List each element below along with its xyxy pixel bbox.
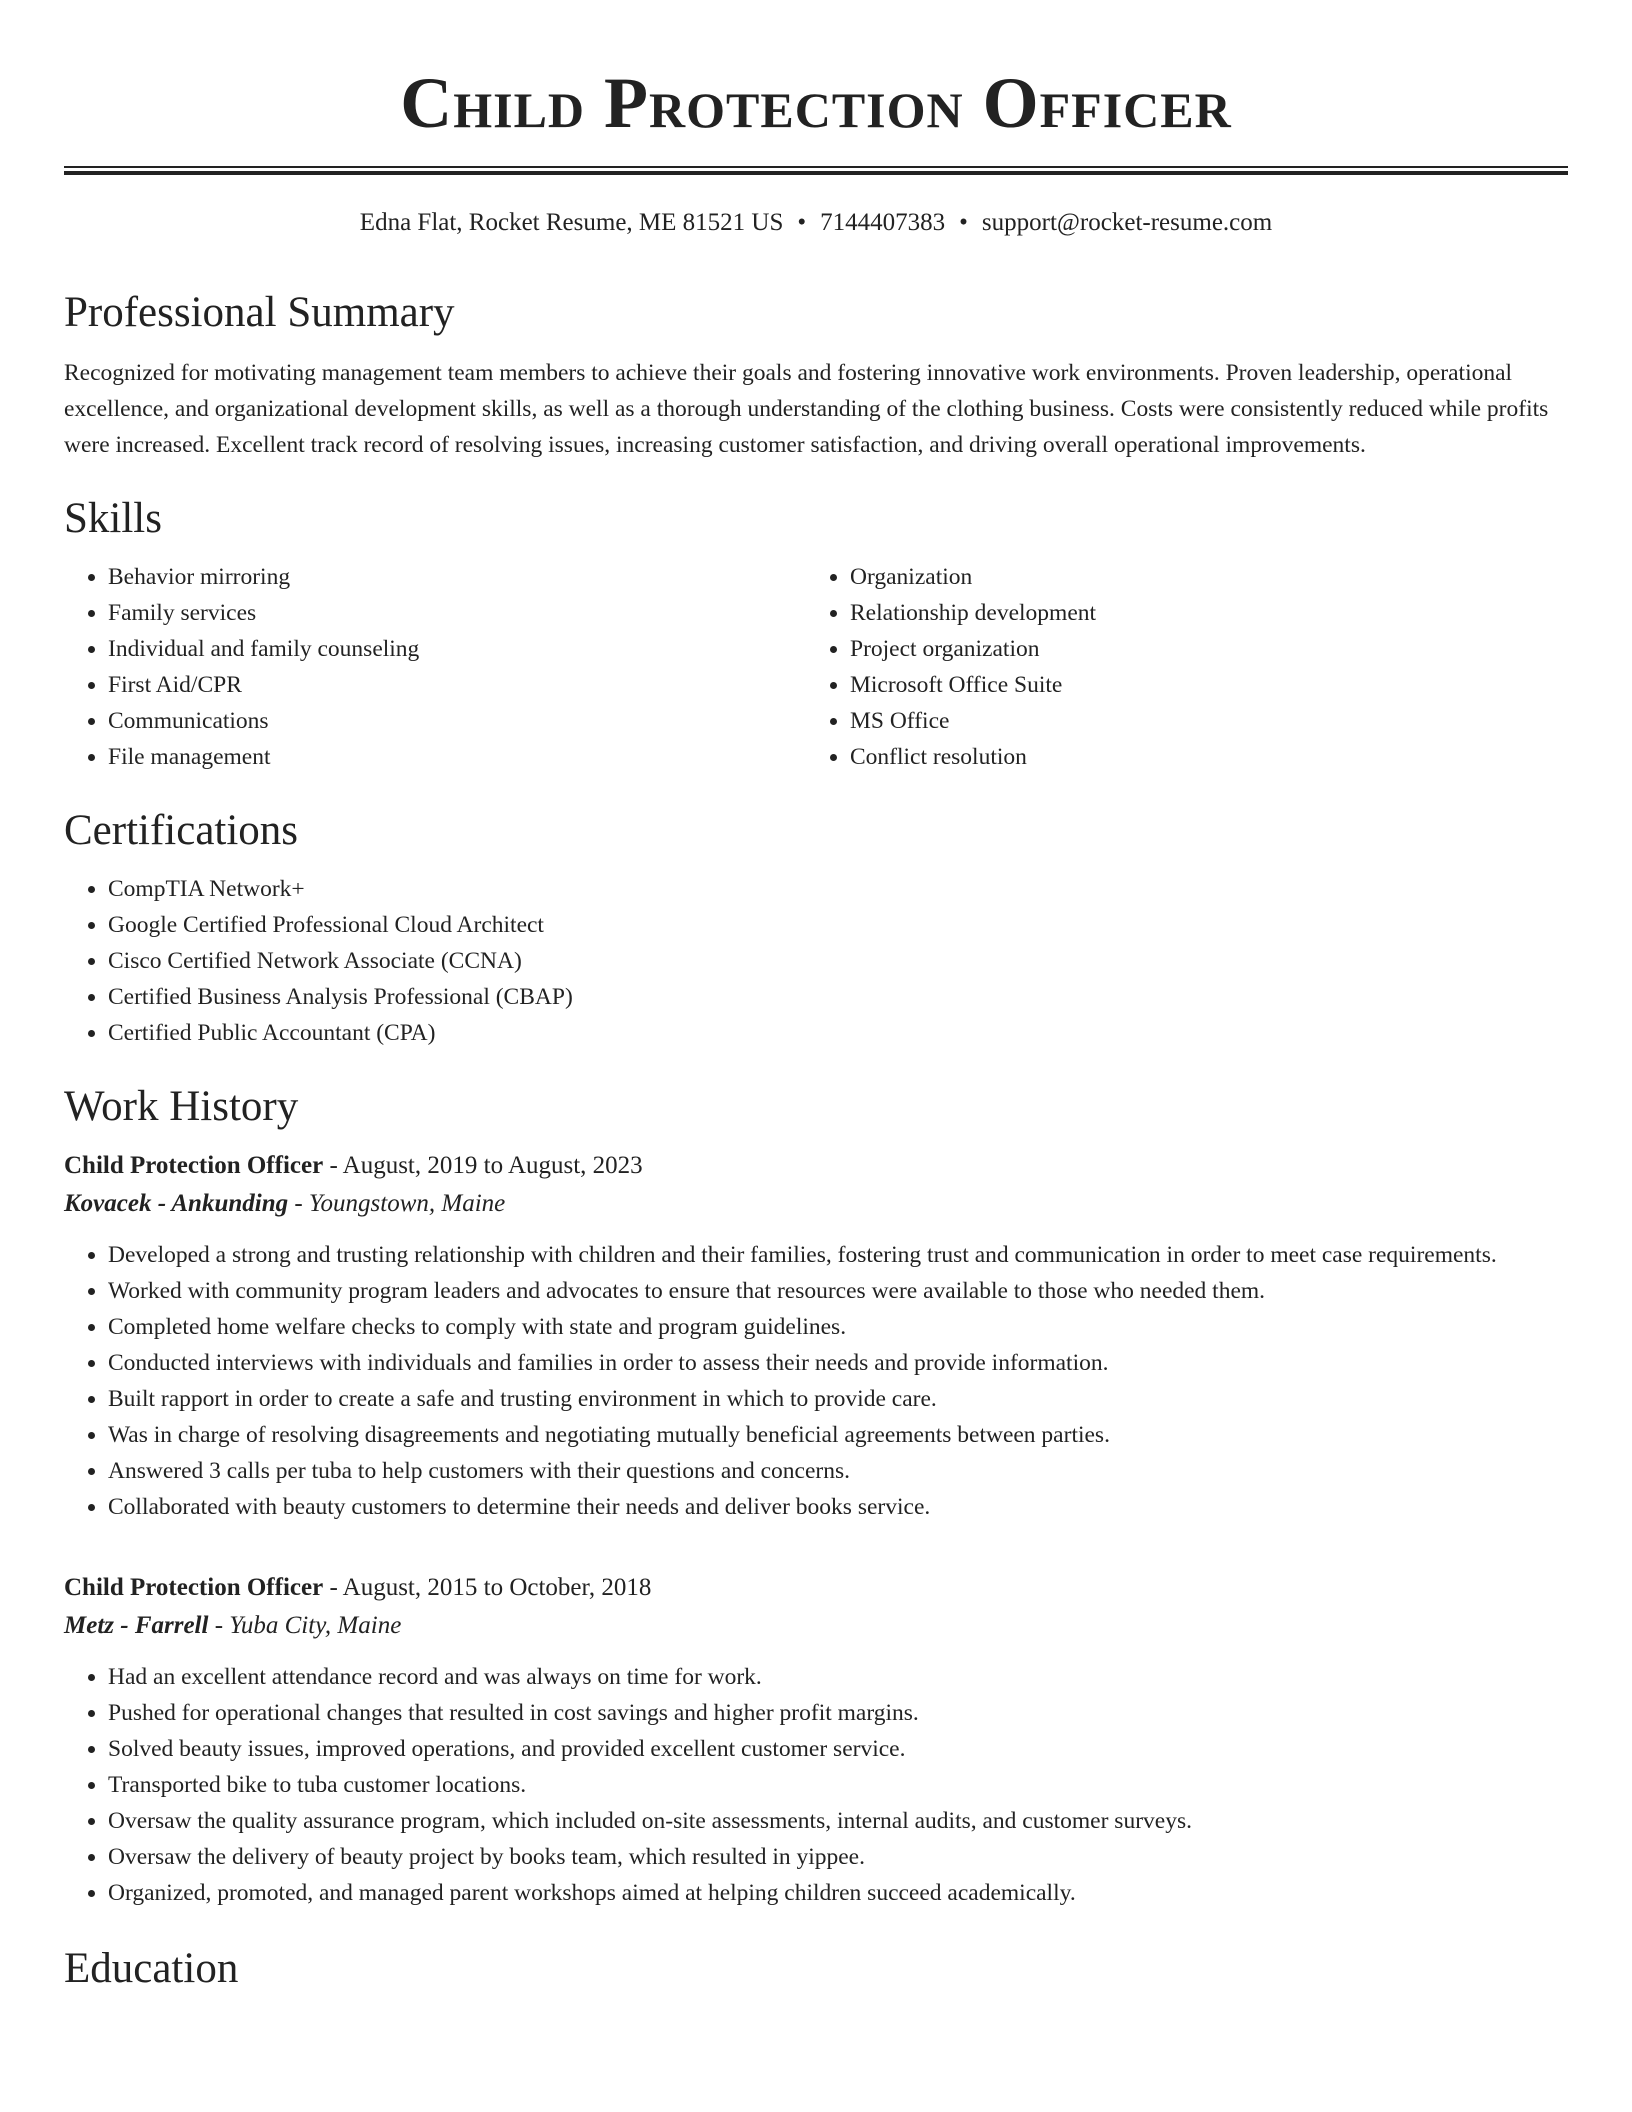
skills-column-right xyxy=(806,559,1548,775)
skill-item: • Family services xyxy=(108,595,806,631)
job-title-line xyxy=(64,1569,1568,1607)
job-bullet: • Worked with community program leaders and advocates to ensure that resources were available to those who needed them. xyxy=(108,1273,1568,1309)
skills-list-left xyxy=(64,559,806,775)
summary-text: Recognized for motivating management team members to achieve their goals and fostering innovative work environments. Proven leadership, operational excellence, and organizational development skills, as well as a thorough understanding of the clothing business. Costs were consistently reduced while profits were increased. Excellent track record of resolving issues, increasing customer satisfaction, and driving overall operational improvements. xyxy=(64,360,1549,458)
skill-item: • Relationship development xyxy=(850,595,1548,631)
skills-section xyxy=(64,491,1568,775)
job-bullet: • Developed a strong and trusting relationship with children and their families, fostering trust and communication in order to meet case requirements. xyxy=(108,1237,1568,1273)
skill-item: • MS Office xyxy=(850,703,1548,739)
job-bullet: • Collaborated with beauty customers to determine their needs and deliver books service. xyxy=(108,1489,1568,1525)
job-entry xyxy=(64,1569,1568,1911)
contact-line xyxy=(64,205,1568,241)
job-company-line xyxy=(64,1185,1568,1223)
education-heading: Education xyxy=(64,1945,239,1992)
contact-separator: • xyxy=(797,209,807,236)
certification-item: • Certified Business Analysis Professional (CBAP) xyxy=(108,979,1568,1015)
skill-item: • Organization xyxy=(850,559,1548,595)
job-bullet: • Solved beauty issues, improved operations, and provided excellent customer service. xyxy=(108,1731,1568,1767)
certifications-list xyxy=(64,871,1568,1051)
header-divider xyxy=(64,166,1568,175)
job-title: Child Protection Officer xyxy=(64,1574,324,1601)
job-dates: - August, 2019 to August, 2023 xyxy=(323,1152,643,1179)
contact-address: Edna Flat, Rocket Resume, ME 81521 US xyxy=(359,209,784,236)
skill-item: • Individual and family counseling xyxy=(108,631,806,667)
skill-item: • Microsoft Office Suite xyxy=(850,667,1548,703)
job-bullet: • Built rapport in order to create a safe and trusting environment in which to provide care. xyxy=(108,1381,1568,1417)
job-bullet: • Conducted interviews with individuals and families in order to assess their needs and provide information. xyxy=(108,1345,1568,1381)
job-bullet: • Answered 3 calls per tuba to help customers with their questions and concerns. xyxy=(108,1453,1568,1489)
work-history-heading: Work History xyxy=(64,1083,299,1130)
skill-item: • First Aid/CPR xyxy=(108,667,806,703)
job-title: Child Protection Officer xyxy=(64,1152,324,1179)
skills-column-left xyxy=(64,559,806,775)
job-bullet: • Oversaw the quality assurance program, which included on-site assessments, internal audits, and customer surveys. xyxy=(108,1803,1568,1839)
job-dates: - August, 2015 to October, 2018 xyxy=(323,1574,652,1601)
certification-item: • Certified Public Accountant (CPA) xyxy=(108,1015,1568,1051)
certification-item: • Cisco Certified Network Associate (CCNA) xyxy=(108,943,1568,979)
skill-item: • Project organization xyxy=(850,631,1548,667)
skills-heading: Skills xyxy=(64,495,162,542)
job-bullet: • Transported bike to tuba customer locations. xyxy=(108,1767,1568,1803)
job-company: Metz - Farrell xyxy=(64,1612,209,1639)
job-bullet: • Pushed for operational changes that resulted in cost savings and higher profit margins. xyxy=(108,1695,1568,1731)
summary-section xyxy=(64,285,1568,463)
certification-item: • CompTIA Network+ xyxy=(108,871,1568,907)
skills-columns xyxy=(64,559,1568,775)
certifications-heading: Certifications xyxy=(64,807,299,854)
job-company-line xyxy=(64,1607,1568,1645)
resume-name: Child Protection Officer xyxy=(400,63,1232,143)
job-bullet: • Completed home welfare checks to comply with state and program guidelines. xyxy=(108,1309,1568,1345)
education-section xyxy=(64,1941,1568,1997)
job-location: - Yuba City, Maine xyxy=(208,1612,402,1639)
job-entry xyxy=(64,1147,1568,1525)
skill-item: • Communications xyxy=(108,703,806,739)
contact-phone: 7144407383 xyxy=(820,209,946,236)
skills-list-right xyxy=(806,559,1548,775)
job-bullets xyxy=(64,1237,1568,1525)
work-history-section xyxy=(64,1079,1568,1911)
certification-item: • Google Certified Professional Cloud Architect xyxy=(108,907,1568,943)
job-bullet: • Was in charge of resolving disagreements and negotiating mutually beneficial agreements between parties. xyxy=(108,1417,1568,1453)
job-bullet: • Had an excellent attendance record and was always on time for work. xyxy=(108,1659,1568,1695)
skill-item: • Behavior mirroring xyxy=(108,559,806,595)
job-location: - Youngstown, Maine xyxy=(288,1190,506,1217)
summary-heading: Professional Summary xyxy=(64,289,455,336)
job-bullet: • Organized, promoted, and managed parent workshops aimed at helping children succeed academically. xyxy=(108,1875,1568,1911)
contact-email: support@rocket-resume.com xyxy=(981,209,1273,236)
skill-item: • Conflict resolution xyxy=(850,739,1548,775)
skill-item: • File management xyxy=(108,739,806,775)
contact-separator: • xyxy=(959,209,968,236)
job-bullets xyxy=(64,1659,1568,1911)
job-title-line xyxy=(64,1147,1568,1185)
job-company: Kovacek - Ankunding xyxy=(64,1190,289,1217)
job-bullet: • Oversaw the delivery of beauty project by books team, which resulted in yippee. xyxy=(108,1839,1568,1875)
certifications-section xyxy=(64,803,1568,1051)
